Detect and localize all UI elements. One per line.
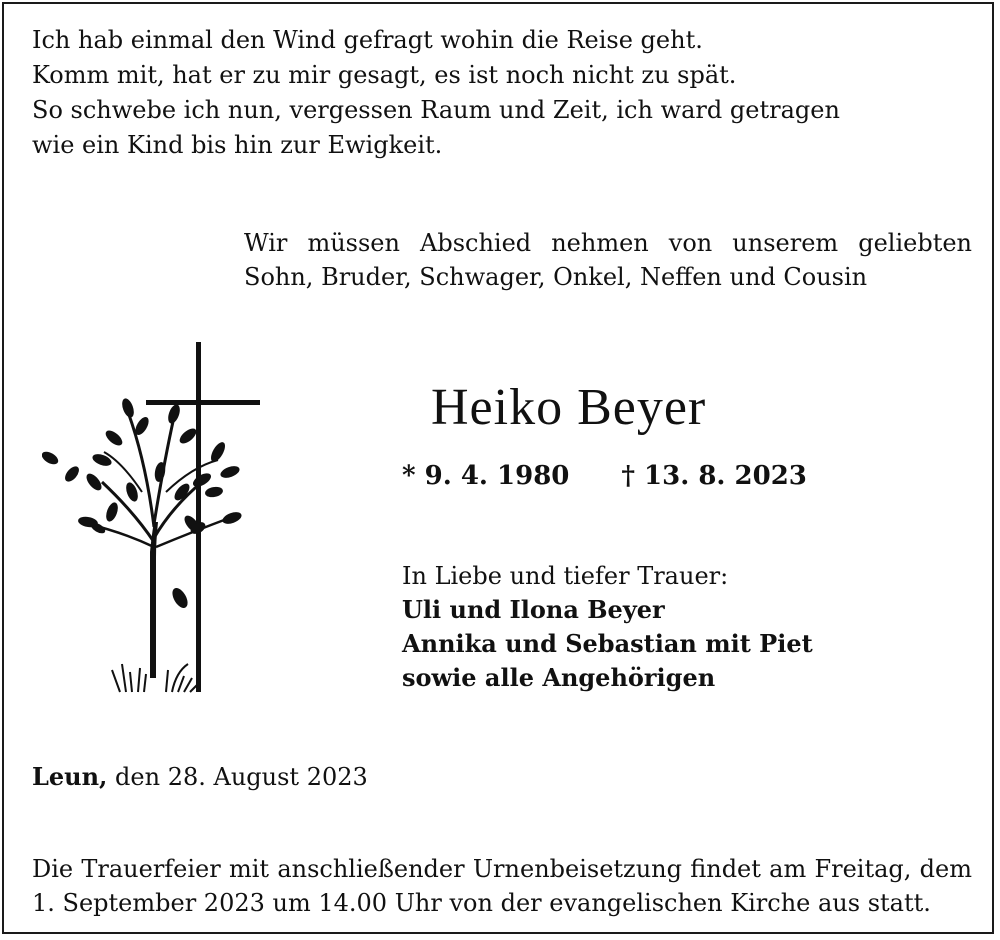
date: den 28. August 2023 (115, 763, 368, 791)
poem-line: Komm mit, hat er zu mir gesagt, es ist noch nicht zu spät. (32, 61, 737, 89)
funeral-line: 1. September 2023 um 14.00 Uhr von der evangelischen Kirche aus statt. (32, 889, 931, 917)
intro-line: Sohn, Bruder, Schwager, Onkel, Neffen und Cousin (244, 263, 868, 291)
farewell-intro (244, 226, 972, 294)
poem (32, 23, 840, 163)
mourners-heading: In Liebe und tiefer Trauer: (402, 562, 729, 590)
place-and-date (32, 760, 368, 794)
obituary-notice (2, 2, 994, 934)
mourner-name: Uli und Ilona Beyer (402, 595, 665, 624)
funeral-line: Die Trauerfeier mit anschließender Urnenbeisetzung findet am Freitag, dem (32, 855, 972, 883)
life-dates (402, 459, 807, 493)
place: Leun, (32, 762, 108, 791)
cross-with-tree-icon (42, 342, 262, 698)
poem-line: wie ein Kind bis hin zur Ewigkeit. (32, 131, 443, 159)
poem-line: So schwebe ich nun, vergessen Raum und Zeit, ich ward getragen (32, 96, 840, 124)
death-date: † 13. 8. 2023 (621, 461, 807, 491)
mourner-name: sowie alle Angehörigen (402, 663, 716, 692)
mourner-name: Annika und Sebastian mit Piet (402, 629, 813, 658)
intro-line: Wir müssen Abschied nehmen von unserem geliebten (244, 229, 972, 257)
mourners-block (402, 559, 813, 695)
poem-line: Ich hab einmal den Wind gefragt wohin die Reise geht. (32, 26, 703, 54)
funeral-info (32, 852, 972, 920)
deceased-name: Heiko Beyer (431, 379, 707, 436)
birth-date: * 9. 4. 1980 (402, 461, 570, 491)
